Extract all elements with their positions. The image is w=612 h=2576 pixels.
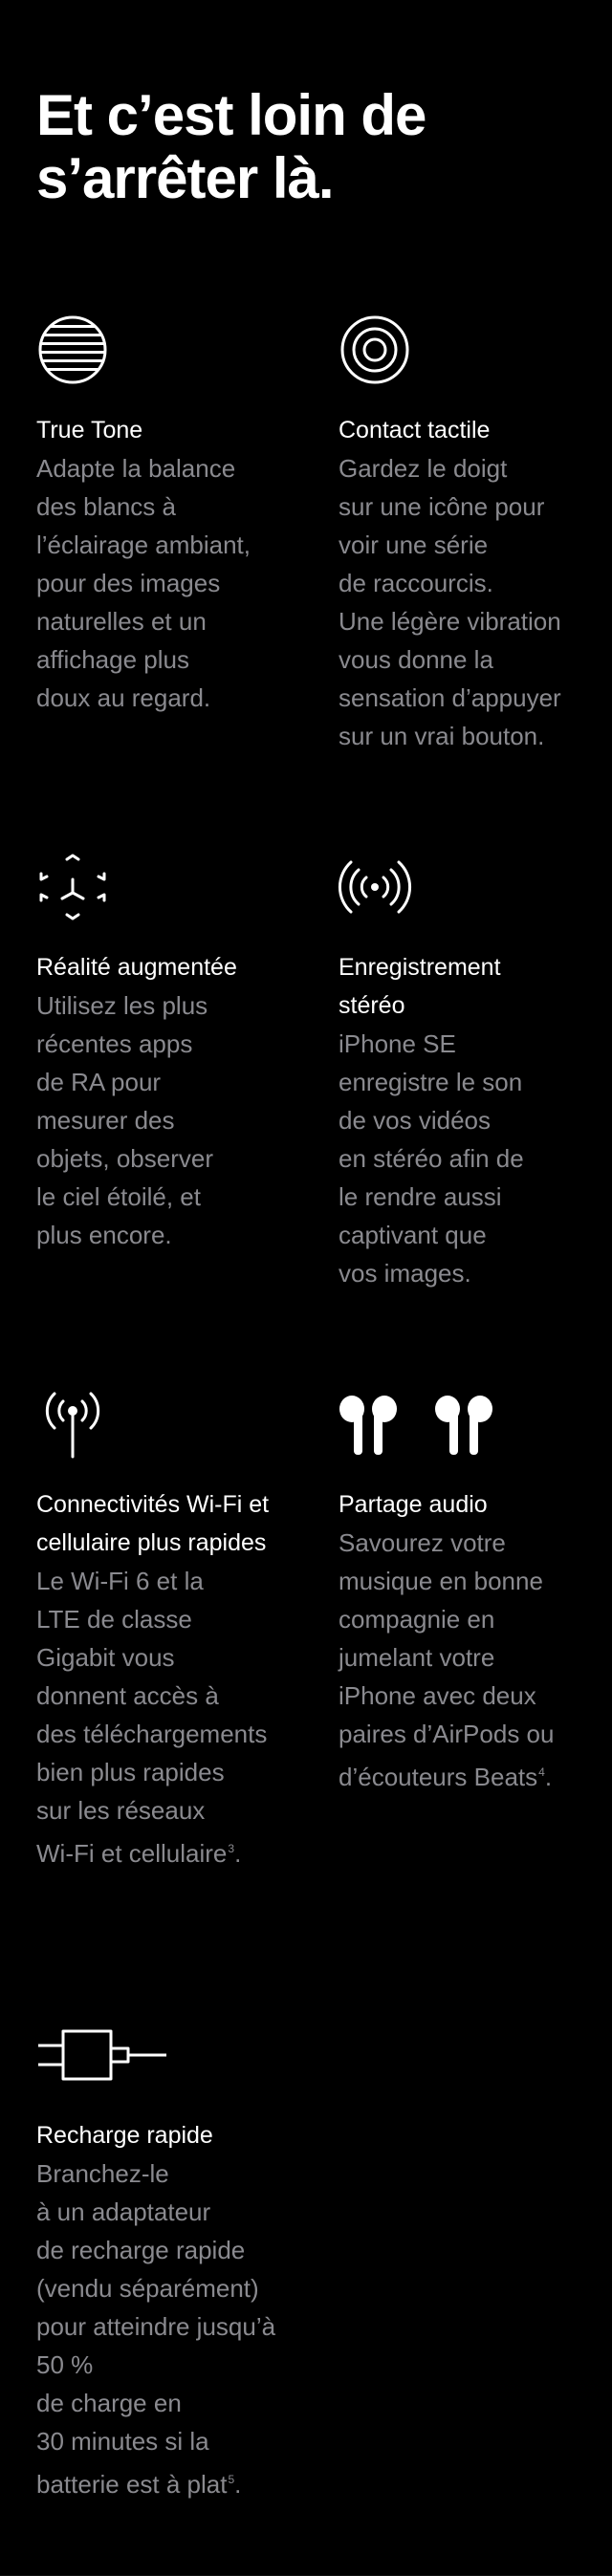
- feature-description: Branchez-le à un adaptateur de recharge rapide (vendu séparément) pour atteindre jusqu’à 50 % de charge en 30 minutes si la batterie est à plat$^5$.: [36, 2159, 276, 2499]
- feature-description: Gardez le doigt sur une icône pour voir une série de raccourcis. Une légère vibration vous donne la sensation d’appuyer sur un vrai bouton.: [339, 454, 561, 750]
- augmented-reality-icon: [36, 851, 170, 937]
- true-tone-icon: [36, 314, 170, 400]
- section-headline: Et c’est loin de s’arrêter là.: [36, 83, 426, 210]
- feature-description: Adapte la balance des blancs à l’éclairage ambiant, pour des images naturelles et un affichage plus doux au regard.: [36, 454, 251, 712]
- feature-title: Connectivités Wi-Fi et cellulaire plus rapides: [36, 1491, 270, 1556]
- feature-title: True Tone: [36, 417, 143, 444]
- footnote-marker[interactable]: 5: [228, 2473, 235, 2486]
- feature-title: Contact tactile: [339, 417, 491, 444]
- feature-title: Enregistrement stéréo: [339, 954, 501, 1019]
- feature-description: Le Wi-Fi 6 et la LTE de classe Gigabit vous donnent accès à des téléchargements bien plus rapides sur les réseaux Wi-Fi et cellulaire$^3$.: [36, 1567, 268, 1868]
- haptic-touch-icon: [339, 314, 472, 400]
- feature-description: iPhone SE enregistre le son de vos vidéos en stéréo afin de le rendre aussi captivant que vos images.: [339, 1029, 524, 1288]
- stereo-recording-icon: [339, 851, 472, 937]
- feature-description: Utilisez les plus récentes apps de RA pour mesurer des objets, observer le ciel étoilé, et plus encore.: [36, 991, 213, 1249]
- feature-description: Savourez votre musique en bonne compagnie en jumelant votre iPhone avec deux paires d’AirPods ou d’écouteurs Beats$^4$.: [339, 1528, 555, 1791]
- feature-title: Recharge rapide: [36, 2122, 213, 2149]
- feature-title: Partage audio: [339, 1491, 488, 1518]
- feature-title: Réalité augmentée: [36, 954, 237, 981]
- footnote-marker[interactable]: 3: [228, 1842, 235, 1855]
- charger-icon: [36, 2019, 170, 2105]
- airpods-icon: [339, 1388, 472, 1474]
- antenna-icon: [36, 1388, 170, 1474]
- footnote-marker[interactable]: 4: [538, 1765, 545, 1779]
